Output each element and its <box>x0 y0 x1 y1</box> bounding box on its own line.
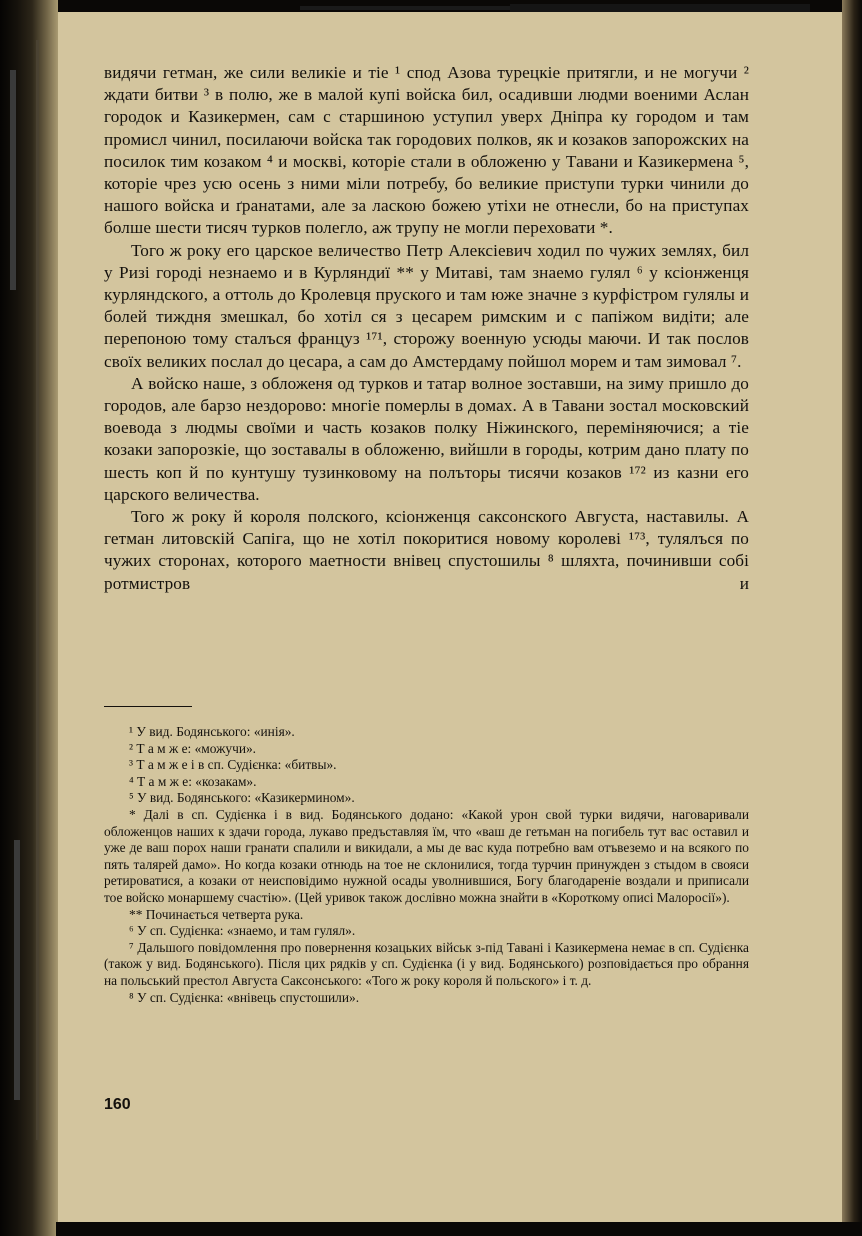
footnote: ⁸ У сп. Судієнка: «внівець спустошили». <box>129 989 360 1005</box>
page-bottom-edge <box>56 1222 862 1236</box>
main-text <box>104 62 749 595</box>
footnote: ⁷ Дальшого повідомлення про повернення козацьких військ з-під Тавані і Казикермена немає в сп. Судієнка (також у вид. Бодянського). Після цих рядків у сп. Судієнка (і у вид. Бодянського) розповідається про обрання на польський престол Августа Саксонського: «Того ж року короля й польского» і т. д. <box>104 939 749 988</box>
binding-stripe <box>36 40 39 1140</box>
top-edge-line <box>300 6 510 10</box>
paragraph: видячи гетман, же сили великіе и тіе ¹ спод Азова турецкіе притягли, и не могучи ² ждати битви ³ в полю, же в малой купі войска бил, осадивши людми военими Аслан городок и Казикермен, сам с старшиною уступил уверх Днiпра ку городом и там промисл чинил, посилаючи войска так городових полков, як и козаков запорожских на посилок тим козаком ⁴ и москві, которіе стали в обложеню у Тавани и Казикермена ⁵, которіе чрез усю осень з ними мiли потребу, бо великие приступи турки чинили до нашого войска и ґранатами, але за ласкою божею утiхи не отнесли, бо на приступах болше шести тисяч турков полегло, аж трупу не могли переховати *. <box>104 63 749 238</box>
footnote: ³ Т а м ж е і в сп. Судієнка: «битвы». <box>129 757 337 773</box>
top-edge-line <box>510 4 810 12</box>
binding-stripe <box>10 70 16 290</box>
footnote: ⁵ У вид. Бодянського: «Казикермином». <box>129 790 355 806</box>
footnote: ² Т а м ж е: «можучи». <box>129 740 257 756</box>
footnote: ⁶ У сп. Судієнка: «знаемо, и там гулял». <box>129 923 356 939</box>
footnote: ⁴ Т а м ж е: «козакам». <box>129 773 257 789</box>
paragraph: А войско наше, з обложеня од турков и татар волное зоставши, на зиму пришло до городов, але барзо нездорово: многіе померлы в домах. А в Тавани зостал московский воевода з людмы своїми и часть козаков полку Нiжинского, перемiняючися; а тіе козаки запорозкіе, що зоставалы в обложеню, вийшли в городы, котрим дано плату по шесть коп й по кунтушу тузинковому на полъторы тисячи козаков ¹⁷² из казни его царского величества. <box>104 373 749 504</box>
book-binding <box>0 0 58 1236</box>
binding-stripe <box>14 840 20 1100</box>
footnotes <box>104 724 749 1006</box>
footnote: ¹ У вид. Бодянського: «инія». <box>129 724 295 739</box>
footnote: ** Починається четверта рука. <box>129 906 304 922</box>
page-right-edge <box>842 0 862 1236</box>
paragraph: Того ж року его царское величество Петр Алексiевич ходил по чужих землях, бил у Ризі городі незнаемо и в Курляндиї ** у Митаві, там знаемо гулял ⁶ у ксіонженця курляндского, а оттоль до Кролевця пруского и там юже значне з курфiстром гулялы и болей тиждня змешкал, бо хотiл ся з цесарем римским и с папiжом видiти; але перепоною тому сталъся француз ¹⁷¹, сторожу военную усюды маючи. И так послов своїх великих послал до цесара, а сам до Амстердаму пойшол морем и там зимовал ⁷. <box>104 240 749 371</box>
footnote-separator <box>104 706 192 707</box>
paragraph: Того ж року й короля полского, ксіонженця саксонского Августа, наставилы. А гетман литовскій Сапiга, що не хотiл покоритися новому королеві ¹⁷³, тулялъся по чужих сторонах, которого маетности внiвец спустошилы ⁸ шляхта, починивши собі ротмистров и <box>104 507 749 593</box>
footnote: * Далі в сп. Судієнка і в вид. Бодянського додано: «Какой урон свой турки видячи, наговаривали обложенцов наших к здачи города, лукаво предъставляя їм, что «ваш де гетьман на погибель тут вас оставил и уже де ваш порох наши гранати спалили и викидали, а мы де вас куда потребно вам отъвеземо и на всякого по пять талярей дамо». Но когда козаки отнюдь на тое не склонилися, тогда турчин принужден з стыдом в свояси ретироватися, а козаки от неисповідимо нужной осады уволнившися, Богу благодареніе воздали и приписали тое войско монаршему счастію». (Цей уривок також дослівно можна знайти в «Короткому описі Малоросії»). <box>104 806 749 905</box>
page-number: 160 <box>104 1096 131 1113</box>
